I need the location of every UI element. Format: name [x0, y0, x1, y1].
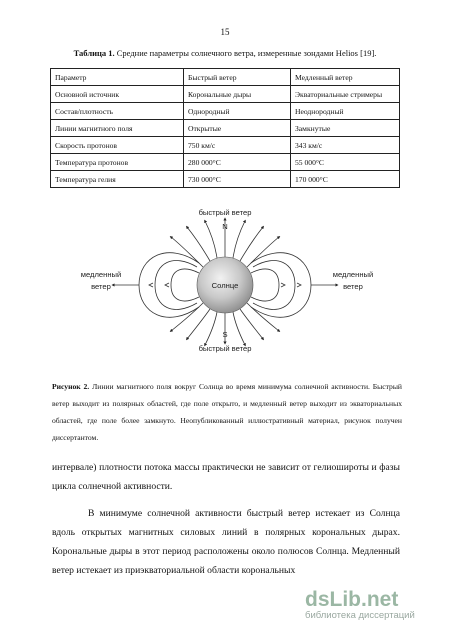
table-cell: Неоднородный — [291, 103, 400, 120]
sun-label: Солнце — [211, 281, 239, 290]
top-fast-wind-label: быстрый ветер — [198, 208, 252, 217]
table-caption — [30, 48, 420, 58]
table-cell: 730 000°C — [184, 171, 291, 188]
table-cell: Быстрый ветер — [184, 69, 291, 86]
table-cell: Основной источник — [51, 86, 184, 103]
left-slow-wind-label-line2: ветер — [91, 282, 111, 291]
table-cell: Экваториальные стримеры — [291, 86, 400, 103]
closed-field-loops-right — [251, 253, 311, 318]
figure-caption-text: Линии магнитного поля вокруг Солнца во время минимума солнечной активности. Быстрый ветер выходит из полярных областей, где поле открыто, и медленный ветер выходит из экваториальных областей, где поле более замкнуто. Неопубликованный иллюстративный материал, рисунок получен диссертантом. — [52, 382, 402, 442]
watermark-logo: dsLib.net — [305, 588, 399, 611]
table-row — [51, 86, 400, 103]
table-row — [51, 171, 400, 188]
body-text — [52, 458, 400, 580]
page-number: 15 — [220, 27, 230, 37]
watermark-subtitle: библиотека диссертаций — [305, 610, 415, 621]
table-cell: Линии магнитного поля — [51, 120, 184, 137]
table-caption-label: Таблица 1. — [73, 48, 115, 58]
table-cell: Температура протонов — [51, 154, 184, 171]
body-paragraph-2: В минимуме солнечной активности быстрый ветер истекает из Солнца вдоль открытых магнитных силовых линий в полярных корональных дырах. Корональные дыры в этот период расположены около полюсов Солнца. Медленный ветер истекает из приэкваториальной области корональных — [52, 508, 400, 576]
table-cell: Однородный — [184, 103, 291, 120]
bottom-fast-wind-label: быстрый ветер — [198, 344, 252, 353]
table-cell: 750 км/с — [184, 137, 291, 154]
right-slow-wind-label-line2: ветер — [343, 282, 363, 291]
figure-caption — [52, 378, 402, 446]
body-paragraph-1: интервале) плотности потока массы практически не зависит от гелиошироты и фазы цикла солнечной активности. — [52, 462, 400, 492]
table-cell: 343 км/с — [291, 137, 400, 154]
north-pole-label: N — [222, 222, 228, 231]
left-slow-wind-label-line1: медленный — [80, 270, 122, 279]
table-cell: Скорость протонов — [51, 137, 184, 154]
right-slow-wind-label-line1: медленный — [332, 270, 374, 279]
table-cell: Открытые — [184, 120, 291, 137]
table-cell: Параметр — [51, 69, 184, 86]
table-cell: 280 000°C — [184, 154, 291, 171]
table-cell: Медленный ветер — [291, 69, 400, 86]
table-row — [51, 69, 400, 86]
table-cell: Корональные дыры — [184, 86, 291, 103]
table-cell: Температура гелия — [51, 171, 184, 188]
table-cell: Состав/плотность — [51, 103, 184, 120]
dslib-watermark — [305, 588, 415, 621]
south-pole-label: S — [222, 330, 228, 339]
closed-field-loops-left — [139, 253, 199, 318]
table-row — [51, 154, 400, 171]
figure-caption-label: Рисунок 2. — [52, 382, 90, 391]
table-row — [51, 137, 400, 154]
table-cell: 170 000°C — [291, 171, 400, 188]
magnetic-field-figure — [75, 205, 375, 355]
table-cell: Замкнутые — [291, 120, 400, 137]
table-row — [51, 103, 400, 120]
table-caption-text: Средние параметры солнечного ветра, измеренные зондами Helios [19]. — [114, 48, 377, 58]
table-row — [51, 120, 400, 137]
solar-wind-table — [50, 68, 400, 188]
table-cell: 55 000°C — [291, 154, 400, 171]
